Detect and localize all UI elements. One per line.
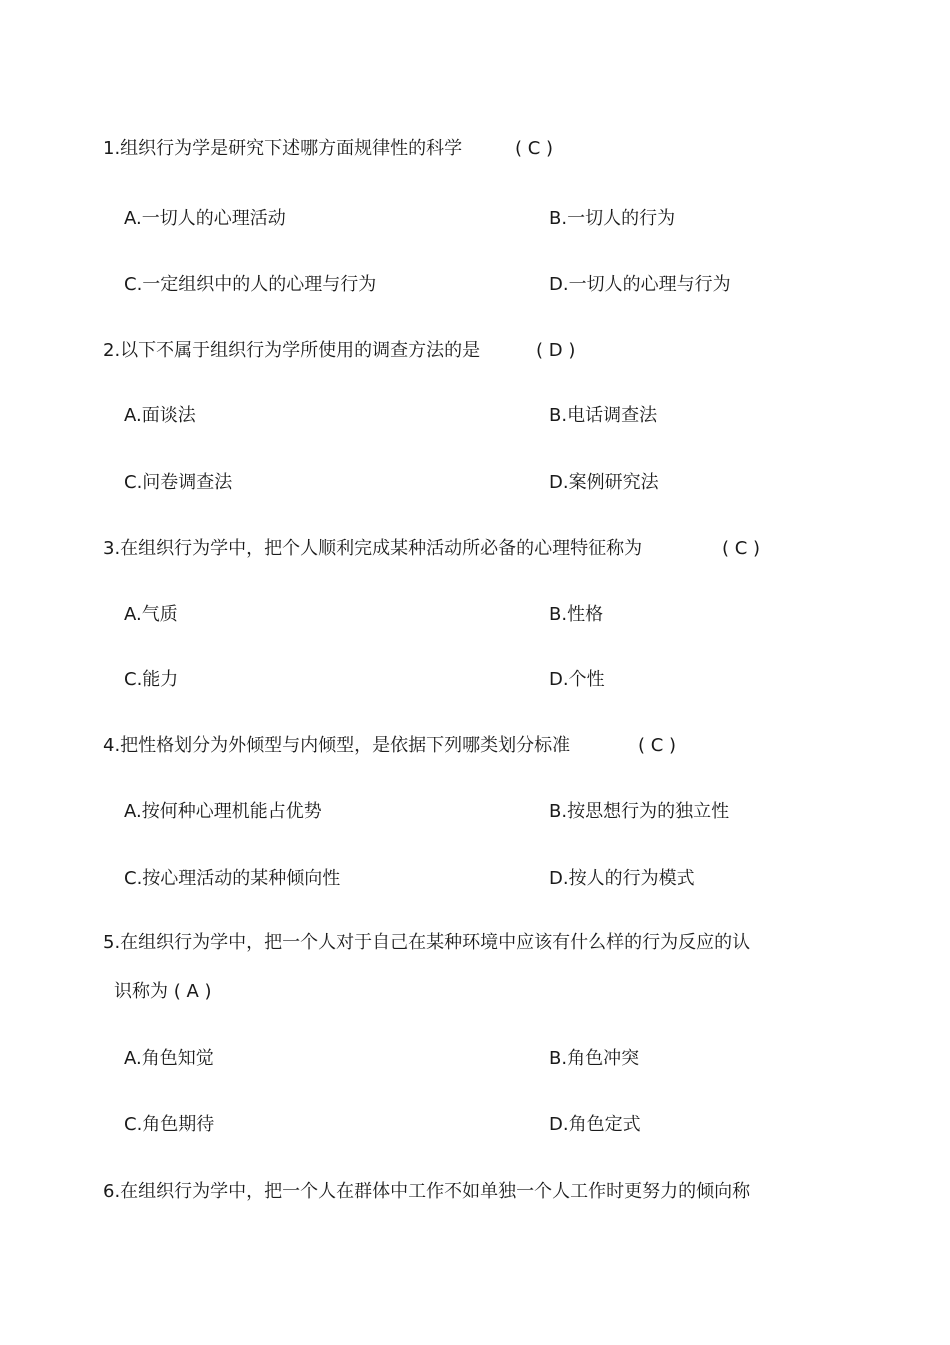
question-2-answer: ( D ) <box>536 340 576 361</box>
question-2-option-d: D.案例研究法 <box>549 472 659 493</box>
question-3-answer: ( C ) <box>722 538 761 559</box>
question-2-option-a: A.面谈法 <box>124 405 196 426</box>
question-3-option-b: B.性格 <box>549 604 604 625</box>
question-3-option-a: A.气质 <box>124 604 178 625</box>
question-5-option-b: B.角色冲突 <box>549 1048 640 1069</box>
question-1-text: 1.组织行为学是研究下述哪方面规律性的科学 <box>103 138 463 159</box>
question-4-option-c: C.按心理活动的某种倾向性 <box>124 868 341 889</box>
question-4-answer: ( C ) <box>638 735 677 756</box>
question-3-text: 3.在组织行为学中，把个人顺利完成某种活动所必备的心理特征称为 <box>103 538 643 559</box>
question-1-option-d: D.一切人的心理与行为 <box>549 274 731 295</box>
question-1-option-b: B.一切人的行为 <box>549 208 676 229</box>
question-2-option-b: B.电话调查法 <box>549 405 658 426</box>
question-1-option-c: C.一定组织中的人的心理与行为 <box>124 274 377 295</box>
question-4-option-a: A.按何种心理机能占优势 <box>124 801 322 822</box>
question-4-option-d: D.按人的行为模式 <box>549 868 695 889</box>
question-2-option-c: C.问卷调查法 <box>124 472 233 493</box>
question-4-text: 4.把性格划分为外倾型与内倾型，是依据下列哪类划分标准 <box>103 735 571 756</box>
question-1-answer: ( C ) <box>515 138 554 159</box>
question-2-text: 2.以下不属于组织行为学所使用的调查方法的是 <box>103 340 481 361</box>
question-5-option-a: A.角色知觉 <box>124 1048 214 1069</box>
question-6-text: 6.在组织行为学中，把一个人在群体中工作不如单独一个人工作时更努力的倾向称 <box>103 1181 751 1202</box>
question-4-option-b: B.按思想行为的独立性 <box>549 801 730 822</box>
question-5-option-d: D.角色定式 <box>549 1114 641 1135</box>
question-5-option-c: C.角色期待 <box>124 1114 215 1135</box>
question-1-option-a: A.一切人的心理活动 <box>124 208 286 229</box>
question-5-text-continued: 识称为 ( A ) <box>114 981 212 1002</box>
question-3-option-d: D.个性 <box>549 669 605 690</box>
question-5-text: 5.在组织行为学中，把一个人对于自己在某种环境中应该有什么样的行为反应的认 <box>103 932 751 953</box>
question-3-option-c: C.能力 <box>124 669 179 690</box>
